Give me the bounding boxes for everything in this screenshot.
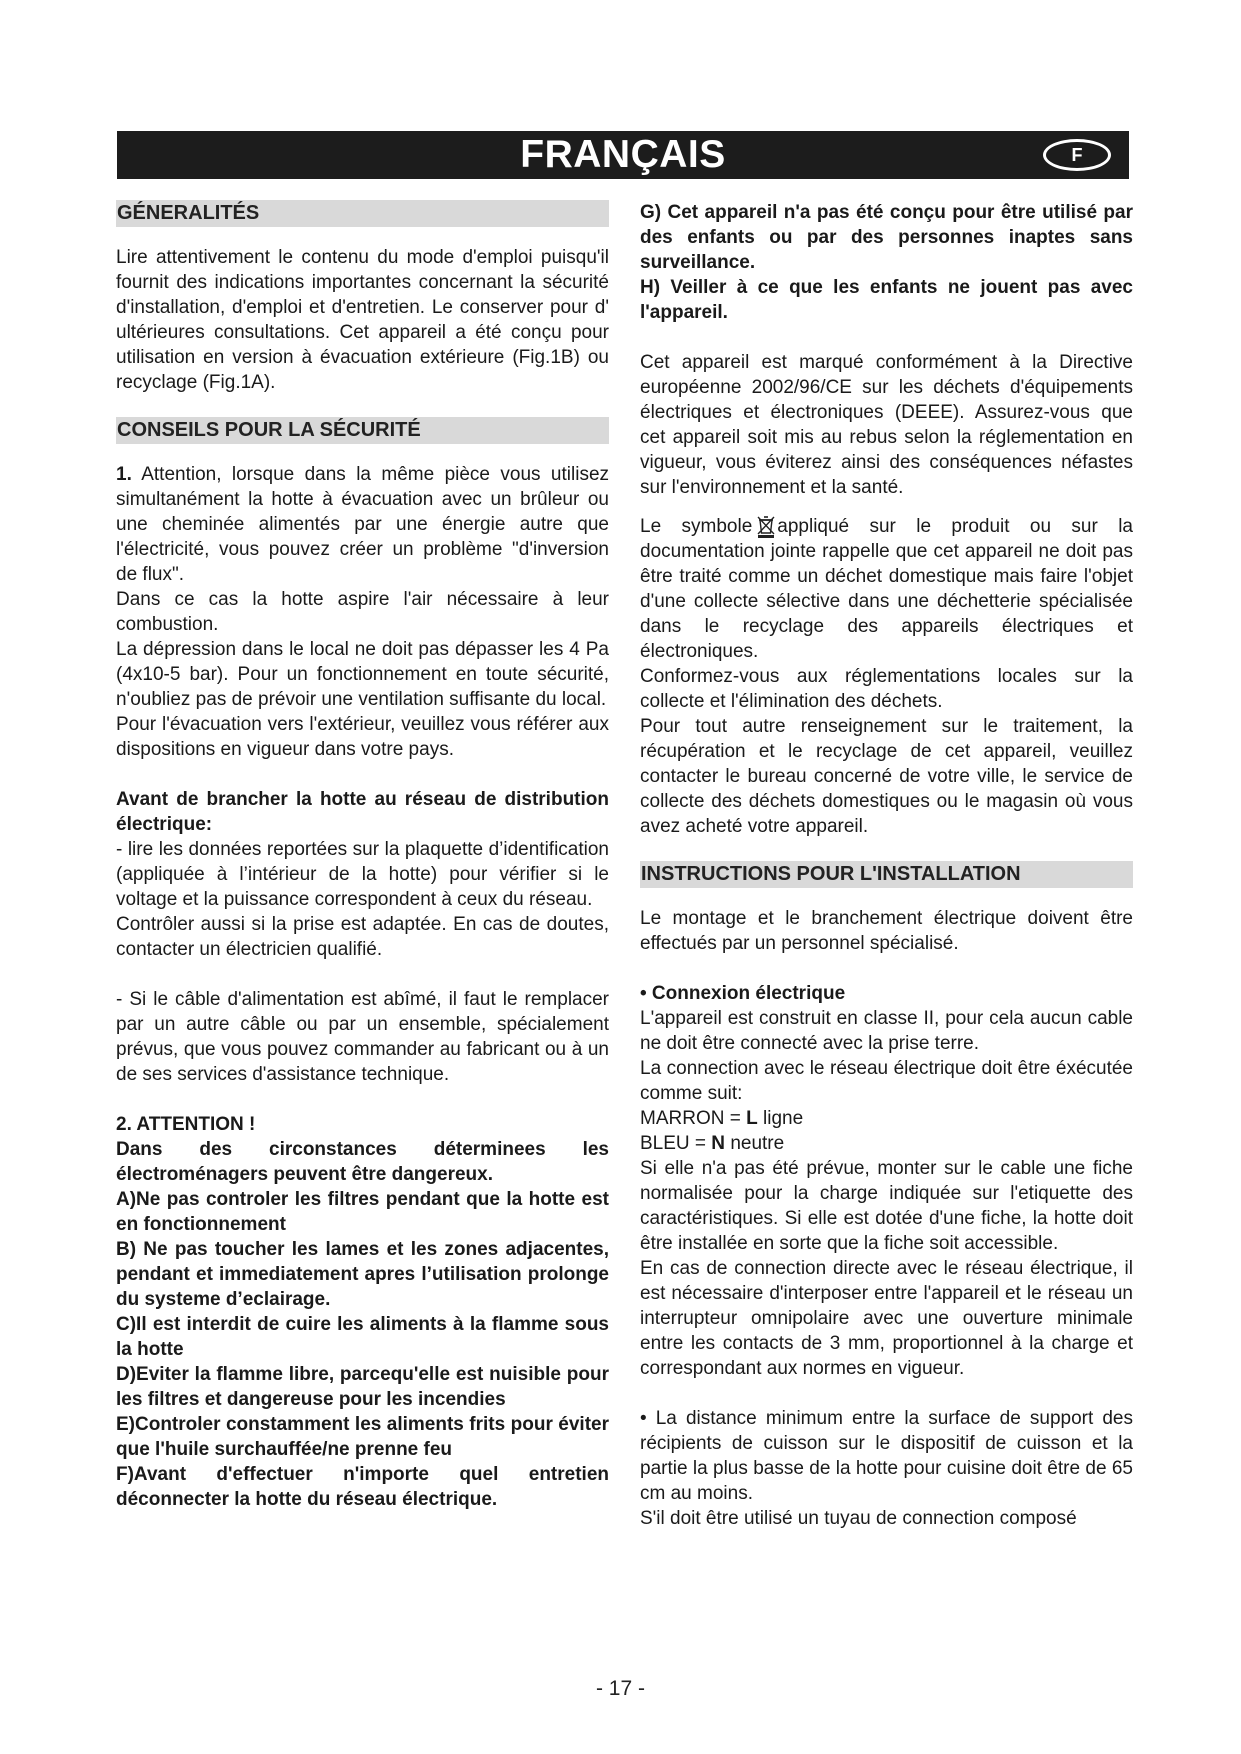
securite-paragraph: La dépression dans le local ne doit pas dépasser les 4 Pa (4x10-5 bar). Pour un fonctionnement en toute sécurité, n'oubliez pas de prévoir une ventilation suffisante du local. — [116, 639, 609, 710]
connexion-text: L'appareil est construit en classe II, pour cela aucun cable ne doit être connecté avec la prise terre. — [640, 1008, 1133, 1054]
wire-label: BLEU = — [640, 1133, 707, 1154]
attention-item-b: B) Ne pas toucher les lames et les zones adjacentes, pendant et immediatement apres l’utilisation prolonge du systeme d’eclairage. — [116, 1239, 609, 1310]
installation-intro: Le montage et le branchement électrique doivent être effectués par un personnel spécialisé. — [640, 908, 1133, 954]
symbole-before: Le symbole — [640, 516, 753, 537]
generalites-text: Lire attentivement le contenu du mode d'emploi puisqu'il fournit des indications importantes concernant la sécurité d'installation, d'emploi et d'entretien. Le conserver pour d' ultérieures consultations. Cet appareil a été conçu pour utilisation en version à évacuation extérieure (Fig.1B) ou recyclage (Fig.1A). — [116, 247, 609, 393]
tuyau-text: S'il doit être utilisé un tuyau de connection composé — [640, 1508, 1077, 1529]
warning-item-g: G) Cet appareil n'a pas été conçu pour être utilisé par des enfants ou par des personnes inaptes sans surveillance. — [640, 202, 1133, 273]
attention-title: 2. ATTENTION ! — [116, 1114, 256, 1135]
wire-letter: L — [746, 1108, 758, 1129]
language-badge: F — [1043, 139, 1111, 171]
wire-marron — [640, 1106, 1133, 1131]
crossed-bin-icon — [756, 514, 776, 538]
wire-label: MARRON = — [640, 1108, 741, 1129]
distance-text: • La distance minimum entre la surface de support des récipients de cuisson sur le dispositif de cuisson et la partie la plus basse de la hotte pour cuisine doit être de 65 cm au moins. — [640, 1408, 1133, 1504]
item-text: Attention, lorsque dans la même pièce vous utilisez simultanément la hotte à évacuation avec un brûleur ou une cheminée alimentés par une énergie autre que l'électricité, vous pouvez créer un problème "d'inversion de flux". — [116, 464, 610, 585]
right-column — [640, 200, 1133, 1531]
symbole-text — [640, 514, 1133, 664]
attention-intro: Dans des circonstances déterminees les électroménagers peuvent être dangereux. — [116, 1139, 609, 1185]
securite-paragraph: Pour l'évacuation vers l'extérieur, veuillez vous référer aux dispositions en vigueur dans votre pays. — [116, 714, 609, 760]
connexion-text: La connection avec le réseau électrique doit être éxécutée comme suit: — [640, 1058, 1133, 1104]
wire-word: ligne — [763, 1108, 804, 1129]
avant-brancher-text: Contrôler aussi si la prise est adaptée. En cas de doutes, contacter un électricien qualifié. — [116, 914, 609, 960]
avant-brancher-heading: Avant de brancher la hotte au réseau de distribution électrique: — [116, 789, 609, 835]
symbole-after: appliqué sur le produit ou sur la documentation jointe rappelle que cet appareil ne doit pas être traité comme un déchet domestique mais faire l'objet d'une collecte sélective dans une déchetterie spécialisée dans le recyclage des appareils électriques et électroniques. — [640, 516, 1133, 662]
cable-text: - Si le câble d'alimentation est abîmé, il faut le remplacer par un autre câble ou par un ensemble, spécialement prévus, que vous pouvez commander au fabricant ou à un de ses services d'assistance technique. — [116, 989, 609, 1085]
attention-item-f: F)Avant d'effectuer n'importe quel entretien déconnecter la hotte du réseau électrique. — [116, 1464, 609, 1510]
section-heading-generalites: GÉNERALITÉS — [116, 200, 609, 227]
item-number: 1. — [116, 464, 132, 485]
page-title: FRANÇAIS — [520, 133, 726, 176]
attention-item-e: E)Controler constamment les aliments frits pour éviter que l'huile surchauffée/ne prenne feu — [116, 1414, 609, 1460]
attention-item-c: C)Il est interdit de cuire les aliments à la flamme sous la hotte — [116, 1314, 609, 1360]
section-heading-installation: INSTRUCTIONS POUR L'INSTALLATION — [640, 861, 1133, 888]
wire-letter: N — [711, 1133, 726, 1154]
language-banner — [117, 131, 1129, 179]
renseignement-text: Pour tout autre renseignement sur le traitement, la récupération et le recyclage de cet appareil, veuillez contacter le bureau concerné de votre ville, le service de collecte des déchets domestiques ou le magasin où vous avez acheté votre appareil. — [640, 716, 1133, 837]
section-heading-securite: CONSEILS POUR LA SÉCURITÉ — [116, 417, 609, 444]
connexion-text: Si elle n'a pas été prévue, monter sur le cable une fiche normalisée pour la charge indiquée sur l'etiquette des caractéristiques. Si elle est dotée d'une fiche, la hotte doit être installée en sorte que la fiche soit accessible. — [640, 1158, 1133, 1254]
left-column — [116, 200, 609, 1512]
warning-item-h: H) Veiller à ce que les enfants ne jouent pas avec l'appareil. — [640, 277, 1133, 323]
attention-item-d: D)Eviter la flamme libre, parcequ'elle est nuisible pour les filtres et dangereuse pour les incendies — [116, 1364, 609, 1410]
attention-item-a: A)Ne pas controler les filtres pendant que la hotte est en fonctionnement — [116, 1189, 609, 1235]
securite-paragraph: Dans ce cas la hotte aspire l'air nécessaire à leur combustion. — [116, 589, 609, 635]
connexion-heading: • Connexion électrique — [640, 983, 846, 1004]
page-number: - 17 - — [595, 1677, 645, 1700]
connexion-text: En cas de connection directe avec le réseau électrique, il est nécessaire d'interposer entre l'appareil et le réseau un interrupteur omnipolaire avec une ouverture minimale entre les contacts de 3 mm, proportionnel à la charge et correspondant aux normes en vigueur. — [640, 1258, 1133, 1379]
wire-bleu — [640, 1131, 1133, 1156]
deee-text: Cet appareil est marqué conformément à la Directive européenne 2002/96/CE sur les déchets d'équipements électriques et électroniques (DEEE). Assurez-vous que cet appareil soit mis au rebus selon la réglementation en vigueur, vous éviterez ainsi des conséquences néfastes sur l'environnement et la santé. — [640, 352, 1133, 498]
avant-brancher-text: - lire les données reportées sur la plaquette d’identification (appliquée à l’intérieur de la hotte) pour vérifier si le voltage et la puissance correspondent à ceux du réseau. — [116, 839, 609, 910]
conformez-text: Conformez-vous aux réglementations locales sur la collecte et l'élimination des déchets. — [640, 666, 1133, 712]
wire-word: neutre — [730, 1133, 785, 1154]
securite-item-1 — [116, 462, 609, 587]
